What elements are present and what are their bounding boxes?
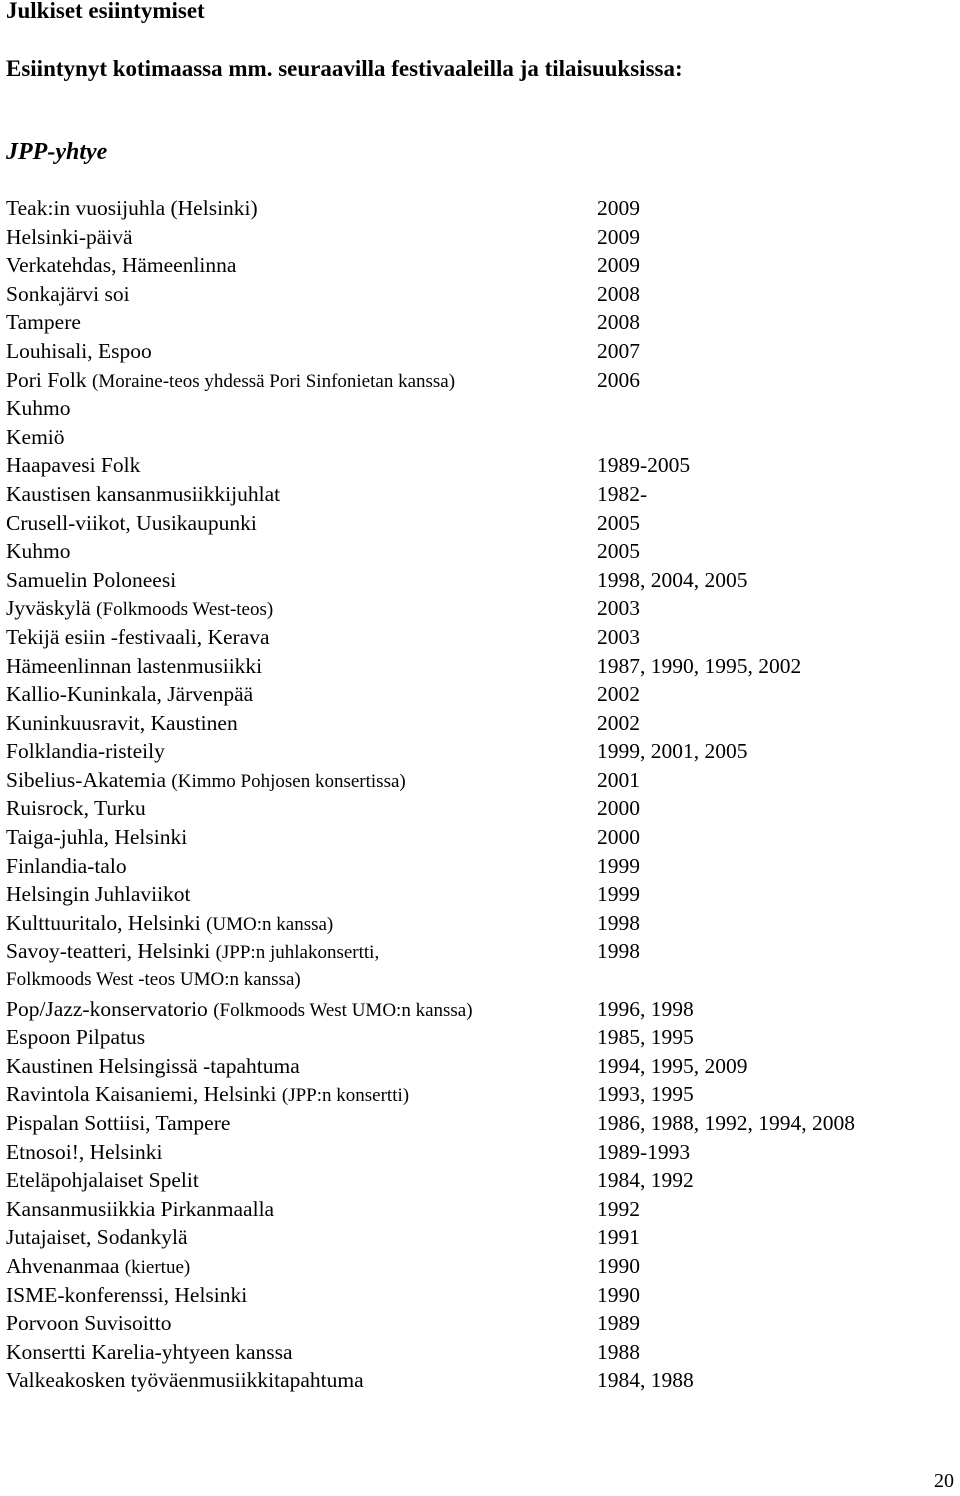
year: 1999 — [597, 882, 640, 907]
list-item — [0, 537, 960, 566]
year: 2008 — [597, 310, 640, 335]
venue-label: Porvoon Suvisoitto — [6, 1311, 172, 1336]
venue-name — [6, 366, 455, 397]
year: 2002 — [597, 682, 640, 707]
venue-label: Sibelius-Akatemia — [6, 767, 167, 792]
venue-label: Konsertti Karelia-yhtyeen kanssa — [6, 1339, 293, 1364]
venue-name — [6, 394, 71, 423]
year: 1990 — [597, 1282, 640, 1307]
year: 1987, 1990, 1995, 2002 — [597, 653, 802, 678]
year: 1994, 1995, 2009 — [597, 1053, 748, 1078]
venue-label: Teak:in vuosijuhla (Helsinki) — [6, 196, 258, 220]
venue-label: Pispalan Sottiisi, Tampere — [6, 1111, 231, 1135]
venue-note: (UMO:n kanssa) — [206, 913, 334, 935]
list-item — [0, 223, 960, 252]
venue-name — [6, 537, 71, 566]
venue-note: (Folkmoods West UMO:n kanssa) — [213, 999, 473, 1021]
venue-name — [6, 852, 127, 881]
year: 2007 — [597, 338, 640, 363]
year: 1996, 1998 — [597, 996, 694, 1021]
venue-label: Ruisrock, Turku — [6, 796, 146, 821]
venue-name — [6, 737, 165, 766]
list-item — [0, 680, 960, 709]
venue-label: Kuninkuusravit, Kaustinen — [6, 710, 238, 735]
year: 1998 — [597, 939, 640, 964]
list-item — [0, 1023, 960, 1052]
year: 2000 — [597, 796, 640, 821]
list-item — [0, 737, 960, 766]
year: 2002 — [597, 710, 640, 735]
list-item — [0, 280, 960, 309]
year: 1989-1993 — [597, 1139, 691, 1164]
venue-name — [6, 1080, 409, 1111]
venue-label: Espoon Pilpatus — [6, 1025, 146, 1050]
list-item — [0, 995, 960, 1024]
list-item — [0, 1309, 960, 1338]
venue-label: Jutajaiset, Sodankylä — [6, 1225, 188, 1250]
group-title: JPP-yhtye — [6, 139, 108, 165]
list-item — [0, 480, 960, 509]
year: 1984, 1988 — [597, 1368, 694, 1393]
venue-note: (Folkmoods West-teos) — [96, 599, 274, 621]
venue-name — [6, 1338, 293, 1367]
year: 1999, 2001, 2005 — [597, 739, 748, 764]
venue-name — [6, 566, 176, 595]
venue-label: Valkeakosken työväenmusiikkitapahtuma — [6, 1368, 364, 1393]
venue-name — [6, 451, 140, 480]
venue-label: Kansanmusiikkia Pirkanmaalla — [6, 1196, 275, 1221]
page-number: 20 — [934, 1470, 954, 1492]
list-item — [0, 1080, 960, 1109]
venue-name — [6, 623, 270, 652]
list-item — [0, 251, 960, 280]
year: 2003 — [597, 596, 640, 621]
year: 1989 — [597, 1311, 640, 1336]
venue-name — [6, 1109, 230, 1138]
list-item — [0, 709, 960, 738]
venue-note: Folkmoods West -teos UMO:n kanssa) — [6, 969, 301, 991]
list-item — [0, 566, 960, 595]
venue-name — [6, 308, 81, 337]
venue-name — [6, 251, 236, 280]
list-item — [0, 1252, 960, 1281]
venue-name — [6, 909, 333, 940]
section-subheading: Esiintynyt kotimaassa mm. seuraavilla festivaaleilla ja tilaisuuksissa: — [6, 56, 683, 81]
venue-name — [6, 337, 152, 366]
year: 2005 — [597, 539, 640, 564]
year: 2005 — [597, 510, 640, 535]
list-item — [0, 594, 960, 623]
list-item — [0, 1195, 960, 1224]
list-item — [0, 366, 960, 395]
venue-label: Savoy-teatteri, Helsinki — [6, 939, 211, 964]
venue-label: Samuelin Poloneesi — [6, 567, 177, 592]
year: 1986, 1988, 1992, 1994, 2008 — [597, 1111, 855, 1135]
venue-label: Sonkajärvi soi — [6, 281, 130, 306]
venue-label: Helsinki-päivä — [6, 224, 133, 249]
year: 2000 — [597, 825, 640, 850]
year: 1999 — [597, 853, 640, 878]
venue-label: Helsingin Juhlaviikot — [6, 882, 191, 907]
venue-label: Crusell-viikot, Uusikaupunki — [6, 510, 257, 535]
venue-note: (Kimmo Pohjosen konsertissa) — [171, 770, 406, 792]
list-item — [0, 308, 960, 337]
year: 1992 — [597, 1196, 640, 1221]
venue-label: Haapavesi Folk — [6, 453, 141, 478]
venue-label: Kallio-Kuninkala, Järvenpää — [6, 682, 254, 707]
list-item — [0, 1166, 960, 1195]
year: 1998, 2004, 2005 — [597, 567, 748, 592]
venue-label: Taiga-juhla, Helsinki — [6, 825, 188, 850]
year: 2009 — [597, 253, 640, 278]
venue-label: Jyväskylä — [6, 596, 91, 621]
venue-name — [6, 423, 65, 452]
year: 1984, 1992 — [597, 1168, 694, 1193]
venue-label: Kulttuuritalo, Helsinki — [6, 910, 201, 935]
list-item — [0, 823, 960, 852]
list-item — [0, 1338, 960, 1367]
venue-label: ISME-konferenssi, Helsinki — [6, 1282, 248, 1307]
performance-list — [0, 194, 960, 1395]
venue-name — [6, 937, 379, 968]
venue-note: (kiertue) — [124, 1256, 191, 1278]
venue-label: Pop/Jazz-konservatorio — [6, 996, 208, 1021]
year: 1988 — [597, 1339, 640, 1364]
list-item — [0, 766, 960, 795]
venue-name — [6, 1023, 145, 1052]
venue-label: Tampere — [6, 310, 81, 335]
year: 2009 — [597, 196, 640, 220]
year: 2003 — [597, 624, 640, 649]
venue-name — [6, 823, 187, 852]
list-item — [0, 852, 960, 881]
venue-label: Hämeenlinnan lastenmusiikki — [6, 653, 263, 678]
venue-name — [6, 652, 262, 681]
venue-note: (JPP:n juhlakonsertti, — [215, 942, 380, 964]
year: 1990 — [597, 1253, 640, 1278]
list-item — [0, 1109, 960, 1138]
page-heading: Julkiset esiintymiset — [6, 0, 205, 23]
year: 1993, 1995 — [597, 1082, 694, 1107]
venue-name — [6, 194, 258, 223]
year: 2008 — [597, 281, 640, 306]
venue-name — [6, 509, 257, 538]
venue-label: Kaustinen Helsingissä -tapahtuma — [6, 1053, 300, 1078]
venue-label: Eteläpohjalaiset Spelit — [6, 1168, 199, 1193]
venue-name — [6, 995, 473, 1026]
list-item — [0, 394, 960, 423]
list-item — [0, 652, 960, 681]
venue-name — [6, 766, 406, 797]
venue-note: (Moraine-teos yhdessä Pori Sinfonietan kanssa) — [92, 370, 456, 392]
venue-label: Kemiö — [6, 424, 65, 449]
venue-name — [6, 223, 133, 252]
venue-name — [6, 1166, 199, 1195]
list-item — [0, 909, 960, 938]
venue-label: Kuhmo — [6, 396, 71, 421]
venue-name — [6, 280, 130, 309]
year: 2001 — [597, 767, 640, 792]
venue-label: Ravintola Kaisaniemi, Helsinki — [6, 1082, 277, 1107]
venue-name — [6, 1223, 188, 1252]
list-item — [0, 451, 960, 480]
list-item — [0, 880, 960, 909]
list-item — [0, 794, 960, 823]
year: 1989-2005 — [597, 453, 691, 478]
list-item — [0, 1223, 960, 1252]
list-item — [0, 1366, 960, 1395]
list-item — [0, 1138, 960, 1167]
venue-name — [6, 480, 280, 509]
venue-label: Ahvenanmaa — [6, 1253, 120, 1278]
venue-label: Etnosoi!, Helsinki — [6, 1139, 163, 1164]
venue-name — [6, 680, 253, 709]
list-item — [0, 337, 960, 366]
venue-label: Finlandia-talo — [6, 853, 127, 878]
venue-name — [6, 1052, 300, 1081]
list-item — [0, 1281, 960, 1310]
venue-label: Kaustisen kansanmusiikkijuhlat — [6, 481, 281, 506]
venue-name — [6, 1366, 364, 1395]
venue-note: (JPP:n konsertti) — [281, 1085, 410, 1107]
venue-name — [6, 1309, 171, 1338]
list-item — [0, 937, 960, 966]
venue-name — [6, 1281, 247, 1310]
year: 2009 — [597, 224, 640, 249]
year: 1982- — [597, 481, 648, 506]
venue-name — [6, 880, 191, 909]
venue-label: Pori Folk — [6, 367, 87, 392]
year: 1998 — [597, 910, 640, 935]
list-item — [0, 966, 960, 995]
list-item — [0, 509, 960, 538]
venue-name — [6, 709, 238, 738]
list-item — [0, 194, 960, 223]
venue-label: Folklandia-risteily — [6, 739, 165, 764]
venue-name — [6, 1252, 190, 1283]
list-item — [0, 623, 960, 652]
venue-name — [6, 1138, 162, 1167]
venue-name — [6, 966, 301, 995]
venue-label: Verkatehdas, Hämeenlinna — [6, 253, 237, 278]
year: 1985, 1995 — [597, 1025, 694, 1050]
venue-label: Tekijä esiin -festivaali, Kerava — [6, 624, 270, 649]
year: 1991 — [597, 1225, 640, 1250]
year: 2006 — [597, 367, 640, 392]
list-item — [0, 1052, 960, 1081]
venue-label: Kuhmo — [6, 539, 71, 564]
venue-name — [6, 594, 273, 625]
venue-label: Louhisali, Espoo — [6, 338, 152, 363]
venue-name — [6, 1195, 274, 1224]
venue-name — [6, 794, 146, 823]
list-item — [0, 423, 960, 452]
